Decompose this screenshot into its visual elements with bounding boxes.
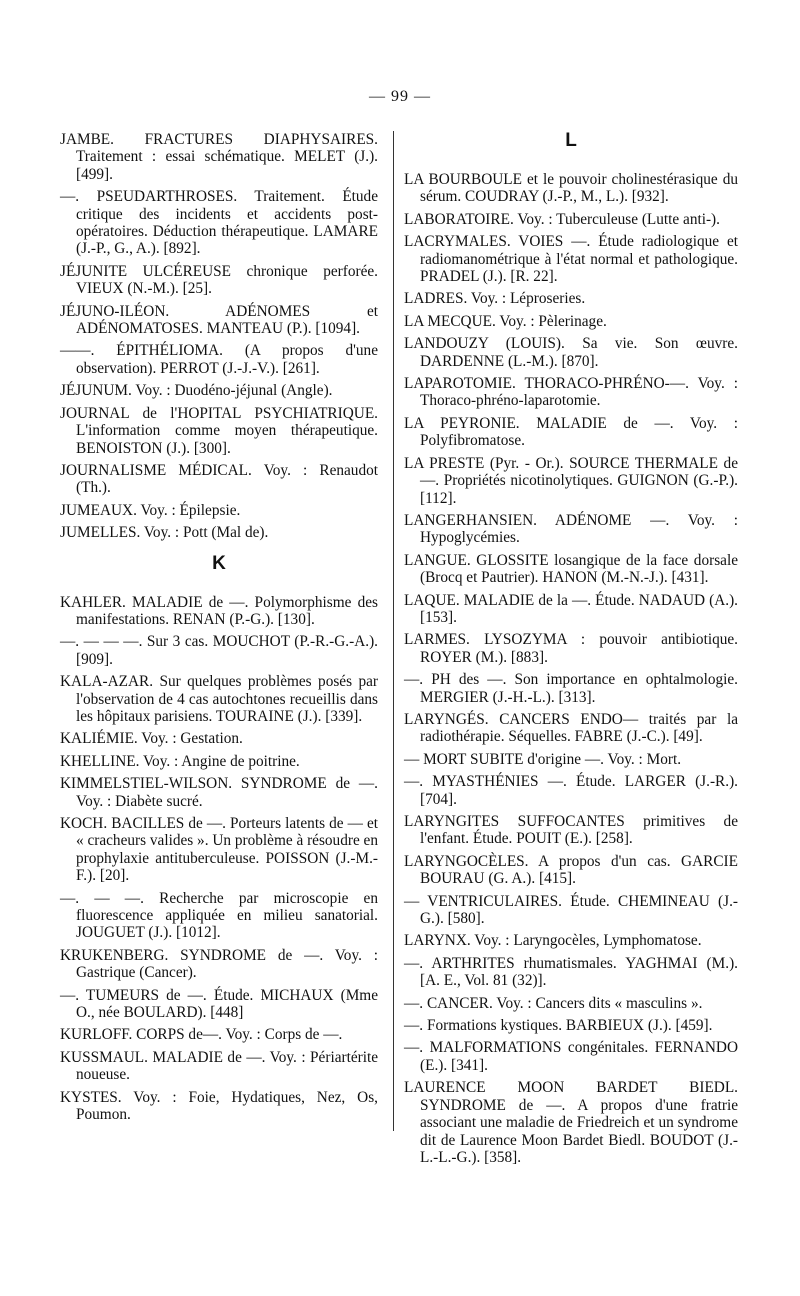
page-number: — 99 — (369, 88, 431, 105)
index-entry: KYSTES. Voy. : Foie, Hydatiques, Nez, Os, Poumon. (60, 1088, 378, 1124)
index-entry: LAPAROTOMIE. THORACO-PHRÉNO-—. Voy. : Thoraco-phréno-laparotomie. (404, 375, 738, 410)
index-entry: KALA-AZAR. Sur quelques problèmes posés par l'observation de 4 cas autochtones recueillis dans les hôpitaux parisiens. TOURAINE (J.). [339]. (60, 673, 378, 725)
column-divider (393, 131, 394, 1131)
right-column (404, 131, 738, 1171)
index-entry: LARYNGÉS. CANCERS ENDO— traités par la radiothérapie. Séquelles. FABRE (J.-C.). [49]. (404, 710, 738, 746)
index-entry: KHELLINE. Voy. : Angine de poitrine. (60, 752, 300, 770)
section-letter-k: K (212, 552, 226, 574)
index-entry: KRUKENBERG. SYNDROME de —. Voy. : Gastrique (Cancer). (60, 946, 378, 982)
index-entry: JOURNALISME MÉDICAL. Voy. : Renaudot (Th.). (60, 461, 378, 497)
index-entry: LACRYMALES. VOIES —. Étude radiologique et radiomanométrique à l'état normal et pathologique. PRADEL (J.). [R. 22]. (404, 233, 738, 286)
index-entry: LARYNGITES SUFFOCANTES primitives de l'enfant. Étude. POUIT (E.). [258]. (404, 813, 738, 848)
index-entry: JÉJUNO-ILÉON. ADÉNOMES et ADÉNOMATOSES. MANTEAU (P.). [1094]. (60, 302, 378, 338)
index-entry: JÉJUNITE ULCÉREUSE chronique perforée. VIEUX (N.-M.). [25]. (60, 262, 378, 298)
entries-j (60, 131, 378, 542)
index-entry: —. — —. Recherche par microscopie en fluorescence appliquée en milieu sanatorial. JOUGUET (J.). [1012]. (60, 889, 378, 942)
index-entry: —. CANCER. Voy. : Cancers dits « masculins ». (404, 994, 703, 1012)
index-entry: KIMMELSTIEL-WILSON. SYNDROME de —. Voy. : Diabète sucré. (60, 775, 378, 810)
entries-l (404, 171, 738, 1166)
index-entry: KOCH. BACILLES de —. Porteurs latents de — et « cracheurs valides ». Un problème à résoudre en prophylaxie antituberculeuse. POISSON (J.-M.-F.). [20]. (60, 815, 378, 885)
index-entry: LARYNGOCÈLES. A propos d'un cas. GARCIE BOURAU (G. A.). [415]. (404, 852, 738, 888)
index-entry: —. PSEUDARTHROSES. Traitement. Étude critique des incidents et accidents post-opératoires. Déduction thérapeutique. LAMARE (J.-P., G., A.). [892]. (60, 188, 378, 258)
index-entry: LA MECQUE. Voy. : Pèlerinage. (404, 312, 607, 330)
entries-k (60, 594, 378, 1124)
index-entry: LABORATOIRE. Voy. : Tuberculeuse (Lutte anti-). (404, 210, 720, 228)
index-entry: —. ARTHRITES rhumatismales. YAGHMAI (M.). [A. E., Vol. 81 (32)]. (404, 954, 738, 990)
index-entry: ——. ÉPITHÉLIOMA. (A propos d'une observation). PERROT (J.-J.-V.). [261]. (60, 342, 378, 377)
index-entry: —. — — —. Sur 3 cas. MOUCHOT (P.-R.-G.-A.). [909]. (60, 633, 378, 668)
index-entry: LA PEYRONIE. MALADIE de —. Voy. : Polyfibromatose. (404, 414, 738, 450)
index-entry: LANGUE. GLOSSITE losangique de la face dorsale (Brocq et Pautrier). HANON (M.-N.-J.). [431]. (404, 551, 738, 587)
index-entry: —. Formations kystiques. BARBIEUX (J.). [459]. (404, 1017, 713, 1035)
index-entry: KUSSMAUL. MALADIE de —. Voy. : Périartérite noueuse. (60, 1048, 378, 1084)
index-entry: LAQUE. MALADIE de la —. Étude. NADAUD (A.). [153]. (404, 591, 738, 626)
index-entry: —. MALFORMATIONS congénitales. FERNANDO (E.). [341]. (404, 1039, 738, 1074)
index-entry: LA BOURBOULE et le pouvoir cholinestérasique du sérum. COUDRAY (J.-P., M., L.). [932]. (404, 171, 738, 206)
index-entry: — MORT SUBITE d'origine —. Voy. : Mort. (404, 750, 682, 768)
index-entry: JÉJUNUM. Voy. : Duodéno-jéjunal (Angle). (60, 382, 333, 400)
index-entry: LANDOUZY (LOUIS). Sa vie. Son œuvre. DARDENNE (L.-M.). [870]. (404, 335, 738, 370)
index-entry: —. PH des —. Son importance en ophtalmologie. MERGIER (J.-H.-L.). [313]. (404, 671, 738, 706)
index-entry: KAHLER. MALADIE de —. Polymorphisme des manifestations. RENAN (P.-G.). [130]. (60, 593, 378, 628)
left-column (60, 131, 378, 1129)
section-letter-l: L (565, 130, 577, 151)
index-entry: — VENTRICULAIRES. Étude. CHEMINEAU (J.-G.). [580]. (404, 892, 738, 928)
index-entry: LADRES. Voy. : Léproseries. (404, 290, 586, 308)
index-entry: JUMEAUX. Voy. : Épilepsie. (60, 501, 241, 519)
index-entry: JUMELLES. Voy. : Pott (Mal de). (60, 524, 269, 542)
index-entry: KALIÉMIE. Voy. : Gestation. (60, 730, 243, 748)
index-entry: JAMBE. FRACTURES DIAPHYSAIRES. Traitement : essai schématique. MELET (J.). [499]. (60, 131, 378, 183)
index-entry: LA PRESTE (Pyr. - Or.). SOURCE THERMALE de —. Propriétés nicotinolytiques. GUIGNON (G.-P.). [112]. (404, 454, 738, 507)
index-entry: KURLOFF. CORPS de—. Voy. : Corps de —. (60, 1026, 343, 1044)
index-entry: LARMES. LYSOZYMA : pouvoir antibiotique. ROYER (M.). [883]. (404, 631, 738, 666)
index-entry: LAURENCE MOON BARDET BIEDL. SYNDROME de —. A propos d'une fratrie associant une maladie de Friedreich et un syndrome dit de Laurence Moon Bardet Biedl. BOUDOT (J.-L.-L.-G.). [358]. (404, 1079, 738, 1166)
index-entry: LARYNX. Voy. : Laryngocèles, Lymphomatose. (404, 932, 702, 950)
index-entry: —. MYASTHÉNIES —. Étude. LARGER (J.-R.). [704]. (404, 773, 738, 808)
index-entry: —. TUMEURS de —. Étude. MICHAUX (Mme O., née BOULARD). [448] (60, 986, 378, 1022)
index-entry: LANGERHANSIEN. ADÉNOME —. Voy. : Hypoglycémies. (404, 511, 738, 547)
index-entry: JOURNAL de l'HOPITAL PSYCHIATRIQUE. L'information comme moyen thérapeutique. BENOISTON (J.). [300]. (60, 404, 378, 457)
